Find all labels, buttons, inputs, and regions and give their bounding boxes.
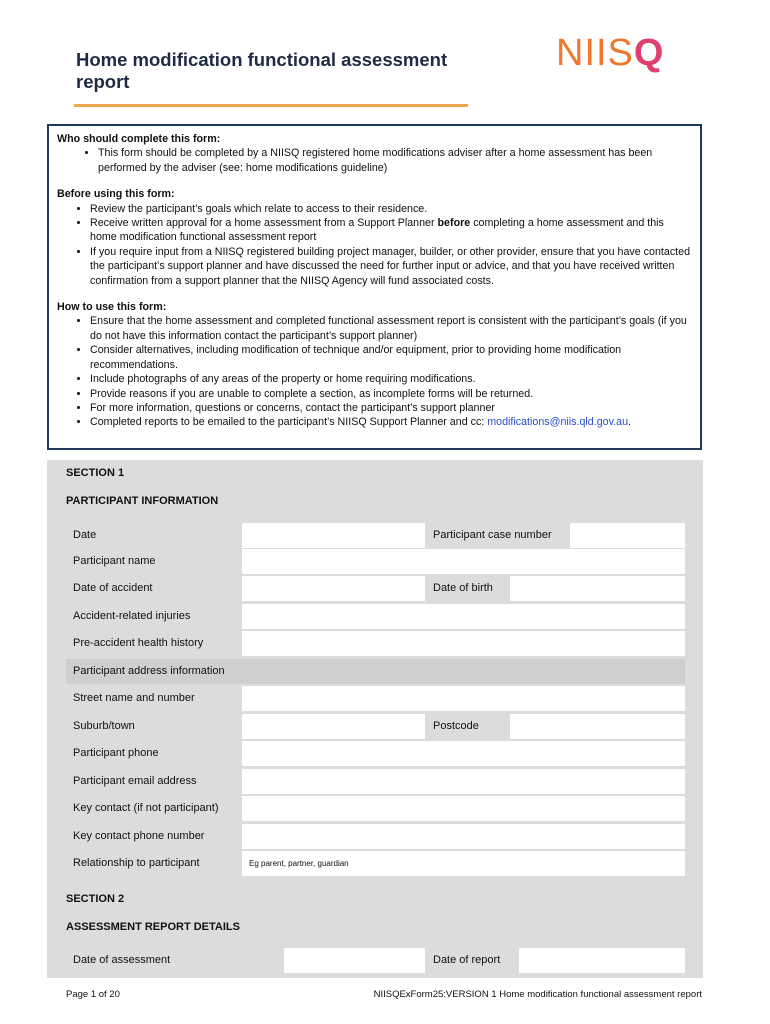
key-contact-phone-field[interactable] xyxy=(242,824,685,849)
case-number-label: Participant case number xyxy=(426,523,569,548)
logo-text: NIIS xyxy=(556,31,634,74)
row-street xyxy=(66,686,685,711)
phone-field[interactable] xyxy=(242,741,685,766)
row-date xyxy=(66,523,685,548)
postcode-field[interactable] xyxy=(510,714,685,739)
who-item: • This form should be completed by a NIISQ registered home modifications adviser after a home assessment has been performed by the adviser (see: home modifications guideline) xyxy=(98,146,692,175)
how-item: • Completed reports to be emailed to the participant’s NIISQ Support Planner and cc: modifications@niis.qld.gov.au. xyxy=(90,415,692,429)
niisq-logo xyxy=(556,32,664,74)
instructions-box xyxy=(47,124,702,450)
row-key-contact xyxy=(66,796,685,821)
email-link[interactable]: modifications@niis.qld.gov.au xyxy=(487,416,629,429)
how-item: • Consider alternatives, including modification of technique and/or equipment, prior to providing home modification recommendations. xyxy=(90,343,692,372)
name-field[interactable] xyxy=(242,549,685,574)
date-report-field[interactable] xyxy=(519,948,685,973)
row-address-info xyxy=(66,659,685,684)
section1-label: SECTION 1 xyxy=(66,467,125,479)
how-item: • Ensure that the home assessment and completed functional assessment report is consistent with the participant’s goals (if you do not have this information contact the participant’s support planner) xyxy=(90,314,692,343)
how-item: • For more information, questions or concerns, contact the participant’s support planner xyxy=(90,401,692,415)
before-heading: Before using this form: xyxy=(57,188,175,201)
relationship-label: Relationship to participant xyxy=(66,851,241,876)
suburb-label: Suburb/town xyxy=(66,714,241,739)
title-underline xyxy=(74,104,468,107)
row-phone xyxy=(66,741,685,766)
date-accident-field[interactable] xyxy=(242,576,425,601)
document-title: Home modification functional assessment report xyxy=(76,49,448,92)
name-label: Participant name xyxy=(66,549,241,574)
section2-label: SECTION 2 xyxy=(66,893,125,905)
address-info-heading: Participant address information xyxy=(66,659,685,684)
logo-q: Q xyxy=(633,31,665,74)
phone-label: Participant phone xyxy=(66,741,241,766)
date-label: Date xyxy=(66,523,241,548)
key-contact-field[interactable] xyxy=(242,796,685,821)
injuries-label: Accident-related injuries xyxy=(66,604,241,629)
case-number-field[interactable] xyxy=(570,523,685,548)
key-contact-label: Key contact (if not participant) xyxy=(66,796,241,821)
street-label: Street name and number xyxy=(66,686,241,711)
date-report-label: Date of report xyxy=(426,948,518,973)
row-injuries xyxy=(66,604,685,629)
page-number: Page 1 of 20 xyxy=(66,989,120,1000)
row-suburb-postcode xyxy=(66,714,685,739)
row-email xyxy=(66,769,685,794)
suburb-field[interactable] xyxy=(242,714,425,739)
email-field[interactable] xyxy=(242,769,685,794)
date-field[interactable] xyxy=(242,523,425,548)
row-key-contact-phone xyxy=(66,824,685,849)
key-contact-phone-label: Key contact phone number xyxy=(66,824,241,849)
how-item: • Provide reasons if you are unable to complete a section, as incomplete forms will be returned. xyxy=(90,387,692,401)
row-relationship xyxy=(66,851,685,876)
row-name xyxy=(66,549,685,574)
date-assessment-label: Date of assessment xyxy=(66,948,283,973)
postcode-label: Postcode xyxy=(426,714,509,739)
how-item: • Include photographs of any areas of the property or home requiring modifications. xyxy=(90,372,692,386)
section1-heading: PARTICIPANT INFORMATION xyxy=(66,495,219,507)
injuries-field[interactable] xyxy=(242,604,685,629)
row-accident-birth xyxy=(66,576,685,601)
document-id: NIISQExForm25:VERSION 1 Home modification functional assessment report xyxy=(373,989,702,1000)
date-birth-field[interactable] xyxy=(510,576,685,601)
section2-heading: ASSESSMENT REPORT DETAILS xyxy=(66,921,240,933)
health-history-field[interactable] xyxy=(242,631,685,656)
before-item: • Review the participant’s goals which relate to access to their residence. xyxy=(90,202,692,216)
date-accident-label: Date of accident xyxy=(66,576,241,601)
before-item: • If you require input from a NIISQ registered building project manager, builder, or other provider, ensure that you have contacted the participant’s support planner and have discussed the need for further input or advice, and that you have received written confirmation from a support planner that the NIISQ Agency will fund associated costs. xyxy=(90,245,692,288)
date-birth-label: Date of birth xyxy=(426,576,509,601)
how-heading: How to use this form: xyxy=(57,301,167,314)
street-field[interactable] xyxy=(242,686,685,711)
before-item: • Receive written approval for a home assessment from a Support Planner before completing a home assessment and this home modification functional assessment report xyxy=(90,216,692,245)
relationship-example: Eg parent, partner, guardian xyxy=(249,859,349,868)
health-history-label: Pre-accident health history xyxy=(66,631,241,656)
who-heading: Who should complete this form: xyxy=(57,133,221,145)
row-health-history xyxy=(66,631,685,656)
email-label: Participant email address xyxy=(66,769,241,794)
relationship-field[interactable] xyxy=(242,851,685,876)
date-assessment-field[interactable] xyxy=(284,948,425,973)
row-assessment-dates xyxy=(66,948,685,973)
